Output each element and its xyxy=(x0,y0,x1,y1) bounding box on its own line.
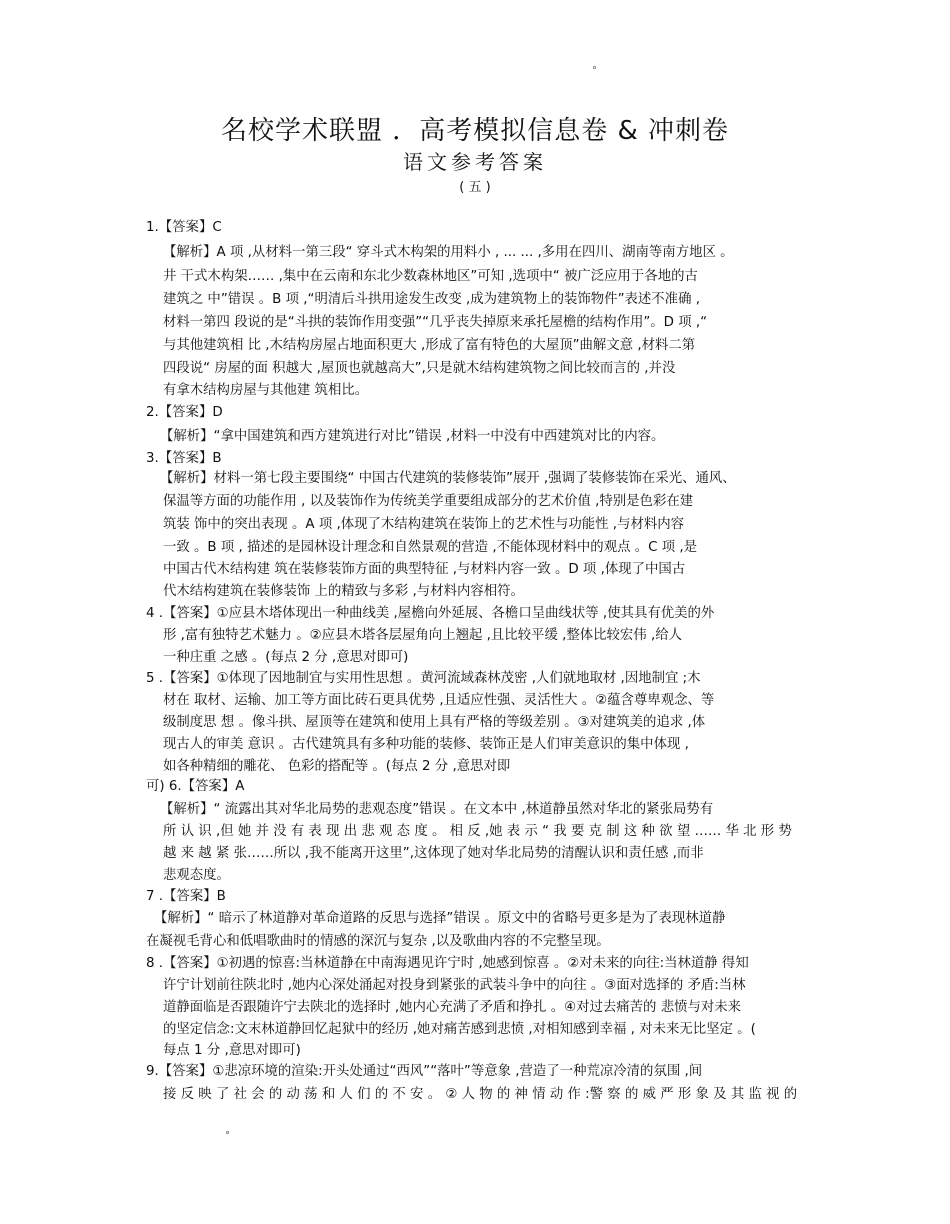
text-line: 的坚定信念:文末林道静回忆起狱中的经历 ,她对痛苦感到悲愤 ,对相知感到幸福 , 对未来无比坚定 。( xyxy=(163,1022,756,1037)
text-line: 所 认 识 ,但 她 并 没 有 表 现 出 悲 观 态 度 。 相 反 ,她 表 示 “ 我 要 克 制 这 种 欲 望 …… 华 北 形 势 xyxy=(163,824,792,839)
text-line: 许宁计划前往陕北时 ,她内心深处涌起对投身到紧张的武装斗争中的向往 。③面对选择的 矛盾:当林 xyxy=(163,978,746,993)
text-line: 1.【答案】C xyxy=(146,220,222,235)
top-marker-icon xyxy=(593,66,596,69)
text-line: 有拿木结构房屋与其他建 筑相比。 xyxy=(163,383,369,398)
text-line: 越 来 越 紧 张……所以 ,我不能离开这里”,这体现了她对华北局势的清醒认识和责任感 ,而非 xyxy=(163,846,704,861)
text-line: 道静面临是否跟随许宁去陕北的选择时 ,她内心充满了矛盾和挣扎 。④对过去痛苦的 悲愤与对未来 xyxy=(163,1000,742,1015)
text-line: 级制度思 想 。像斗拱、屋顶等在建筑和使用上具有严格的等级差别 。③对建筑美的追求 ,体 xyxy=(163,715,706,730)
text-line: 7 .【答案】B xyxy=(146,889,226,904)
text-line: 3.【答案】B xyxy=(146,451,222,466)
text-line: 材料一第四 段说的是“斗拱的装饰作用变强”“几乎丧失掉原来承托屋檐的结构作用”。D 项 ,“ xyxy=(163,315,708,330)
text-line: 接 反 映 了 社 会 的 动 荡 和 人 们 的 不 安 。 ② 人 物 的 神 情 动 作 :警 察 的 威 严 形 象 及 其 监 视 的 xyxy=(163,1087,798,1102)
text-line: 中国古代木结构建 筑在装修装饰方面的典型特征 ,与材料内容一致 。D 项 ,体现了中国古 xyxy=(163,562,686,577)
text-line: 【解析】“拿中国建筑和西方建筑进行对比”错误 ,材料一中没有中西建筑对比的内容。 xyxy=(160,429,665,444)
text-line: 与其他建筑相 比 ,木结构房屋占地面积更大 ,形成了富有特色的大屋顶”曲解文意 ,材料二第 xyxy=(163,338,696,353)
document-subtitle: 语文参考答案 xyxy=(403,150,547,174)
text-line: 代木结构建筑在装修装饰 上的精致与多彩 ,与材料内容相符。 xyxy=(163,584,524,599)
text-line: 8 .【答案】①初遇的惊喜:当林道静在中南海遇见许宁时 ,她感到惊喜 。②对未来的向往:当林道静 得知 xyxy=(146,956,749,971)
text-line: 在凝视毛背心和低唱歌曲时的情感的深沉与复杂 ,以及歌曲内容的不完整呈现。 xyxy=(146,934,610,949)
text-line: 【解析】“ 流露出其对华北局势的悲观态度”错误 。在文本中 ,林道静虽然对华北的紧张局势有 xyxy=(160,802,714,817)
text-line: 筑装 饰中的突出表现 。A 项 ,体现了木结构建筑在装饰上的艺术性与功能性 ,与材料内容 xyxy=(163,517,685,532)
text-line: 【解析】材料一第七段主要围绕“ 中国古代建筑的装修装饰”展开 ,强调了装修装饰在采光、通风、 xyxy=(160,471,736,486)
document-title: 名校学术联盟 ．高考模拟信息卷 & 冲刺卷 xyxy=(220,116,730,146)
text-line: 可) 6.【答案】A xyxy=(146,779,245,794)
text-line: 一种庄重 之感 。(每点 2 分 ,意思对即可) xyxy=(163,650,409,665)
text-line: 如各种精细的雕花、 色彩的搭配等 。(每点 2 分 ,意思对即 xyxy=(163,759,511,774)
text-line: 形 ,富有独特艺术魅力 。②应县木塔各层屋角向上翘起 ,且比较平缓 ,整体比较宏伟 ,给人 xyxy=(163,628,682,643)
text-line: 现古人的审美 意识 。古代建筑具有多种功能的装修、装饰正是人们审美意识的集中体现 , xyxy=(163,737,689,752)
text-line: 5 .【答案】①体现了因地制宜与实用性思想 。黄河流域森林茂密 ,人们就地取材 ,因地制宜 ;木 xyxy=(146,671,701,686)
text-line: 【解析】“ 暗示了林道静对革命道路的反思与选择”错误 。原文中的省略号更多是为了表现林道静 xyxy=(154,911,726,926)
text-line: 井 干式木构架…… ,集中在云南和东北少数森林地区”可知 ,选项中“ 被广泛应用于各地的古 xyxy=(163,269,698,284)
text-line: 4 .【答案】①应县木塔体现出一种曲线美 ,屋檐向外延展、各檐口呈曲线状等 ,使其具有优美的外 xyxy=(146,606,715,621)
text-line: 四段说“ 房屋的面 积越大 ,屋顶也就越高大”,只是就木结构建筑物之间比较而言的 ,并没 xyxy=(163,361,676,376)
text-line: 2.【答案】D xyxy=(146,405,223,420)
text-line: 悲观态度。 xyxy=(163,868,230,883)
text-line: 保温等方面的功能作用 , 以及装饰作为传统美学重要组成部分的艺术价值 ,特别是色彩在建 xyxy=(163,494,694,509)
bottom-marker-icon xyxy=(226,1131,229,1134)
text-line: 【解析】A 项 ,从材料一第三段“ 穿斗式木构架的用料小 , ... ... ,多用在四川、湖南等南方地区 。 xyxy=(163,245,734,260)
text-line: 建筑之 中”错误 。B 项 ,“明清后斗拱用途发生改变 ,成为建筑物上的装饰物件”表述不准确 , xyxy=(163,292,700,307)
text-line: 材在 取材、运输、加工等方面比砖石更具优势 ,且适应性强、灵活性大 。②蕴含尊卑观念、等 xyxy=(163,693,715,708)
document-number: ( 五 ) xyxy=(459,180,491,195)
text-line: 一致 。B 项 , 描述的是园林设计理念和自然景观的营造 ,不能体现材料中的观点 。C 项 ,是 xyxy=(163,540,698,555)
text-line: 9.【答案】①悲凉环境的渲染:开头处通过“西风”“落叶”等意象 ,营造了一种荒凉冷清的氛围 ,间 xyxy=(146,1064,703,1079)
text-line: 每点 1 分 ,意思对即可) xyxy=(163,1043,301,1058)
